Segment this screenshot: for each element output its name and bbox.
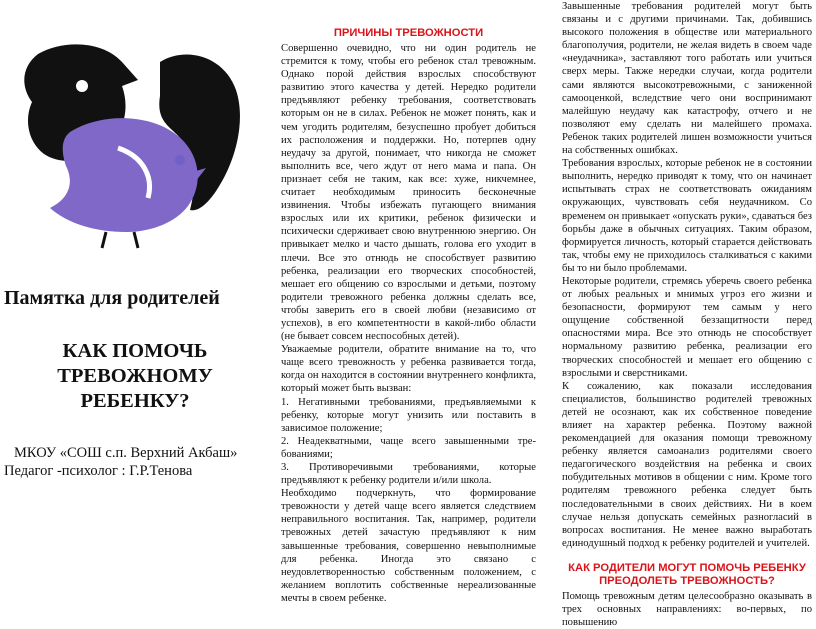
leaflet-heading-line-1: КАК ПОМОЧЬ	[62, 340, 208, 362]
birds-illustration	[10, 36, 255, 251]
causes-panel	[281, 0, 536, 604]
school-name: МКОУ «СОШ с.п. Верхний Акбаш»	[14, 445, 238, 461]
purple-bird-eye-icon	[175, 155, 185, 165]
author-line: Педагог -психолог : Г.Р.Тенова	[4, 463, 193, 479]
leaflet-heading-line-2: ТРЕВОЖНОМУ	[57, 365, 213, 387]
leaflet-heading-line-3: РЕБЕНКУ?	[80, 390, 190, 412]
paragraph: Помощь тревожным детям целесообразно оказывать в трех основных направлениях: во-первых, по повышению	[562, 590, 812, 629]
leaflet-title: Памятка для родителей	[4, 287, 220, 309]
list-item: 1. Негативными требованиями, предъявляемыми к ребенку, которые могут унизить или поставить в зависимое положение;	[281, 396, 536, 434]
paragraph: Необходимо подчеркнуть, что формирование тревожности у детей чаще всего является следствием неправильного воспитания. Так, например, родители тревожных детей зачастую предъявляют к ним завышенные требования, совершенно невыполнимые для ребенка. Иногда это связано с неудовлетворенностью собственным положением, с желанием воплотить собственные нереализованные мечты в своем ребенке.	[281, 488, 536, 604]
paragraph: Завышенные требования родителей могут быть связаны и с другими причинами. Так, добившись высокого положения в обществе или материального благополучия, родители, не желая видеть в своем чаде «неудачника», заставляют того работать или учиться сверх меры. Также нередки случаи, когда родители сами являются высокотревожными, с заниженной самооценкой, вследствие чего они воспринимают малейшую неудачу как катастрофу, отчего и не позволяют ему сделать ни малейшего промаха. Ребенок таких родителей лишен возможности учиться на собственных ошибках.	[562, 1, 812, 157]
black-bird-eye-icon	[76, 80, 88, 92]
paragraph: Некоторые родители, стремясь уберечь своего ребенка от любых реальных и мнимых угроз его жизни и безопасности, формируют тем самым у него ощущение собственной беззащитности перед опасностями мира. Все это отнюдь не способствует нормальному развитию ребенка, реализации его творческих способностей и мешает его общению с взрослыми и сверстниками.	[562, 275, 812, 379]
bird-legs	[102, 232, 138, 248]
leaflet-heading	[0, 339, 270, 414]
purple-bird-shape	[50, 118, 198, 232]
paragraph: Требования взрослых, которые ребенок не в состоянии выполнить, нередко приводят к тому, что он начинает испытывать страх не соответствовать ожиданиям окружающих, чувствовать себя неудачником. Со временем он привыкает «опускать руки», сдаваться без борьбы даже в обычных ситуациях. Таким образом, формируется личность, который старается действовать так, чтобы ему не приходилось сталкиваться с какими бы то ни было проблемами.	[562, 158, 812, 274]
section-title-help: КАК РОДИТЕЛИ МОГУТ ПОМОЧЬ РЕБЕНКУ ПРЕОДОЛЕТЬ ТРЕВОЖНОСТЬ?	[568, 561, 806, 587]
advice-panel	[562, 0, 812, 629]
section-title-causes: ПРИЧИНЫ ТРЕВОЖНОСТИ	[333, 27, 484, 39]
list-item: 2. Неадекватными, чаще всего завышенными тре-бованиями;	[281, 435, 536, 460]
cover-panel	[0, 0, 270, 553]
paragraph: К сожалению, как показали исследования специалистов, большинство родителей тревожных детей не осознают, как их собственное поведение влияет на характер ребенка. Поэтому важной рекомендацией для оказания помощи тревожному ребенку является самоанализ родителями своего педагогического воздействия на ребенка и своих побудительных мотивов в общении с ним. Кроме того родителям тревожного ребенка следует быть последовательными в своих действиях. Ни в коем случае нельзя допускать семейных разногласий в вопросах воспитания. Не менее важно выработать единодушный подход к ребенку родителей и учителей.	[562, 380, 812, 549]
paragraph: Совершенно очевидно, что ни один родитель не стремится к тому, чтобы его ребенок стал тревожным. Однако порой действия взрослых способствуют развитию этого качества у детей. Нередко родители предъявляют ребенку требования, соответствовать которым он не в силах. Ребенок не может понять, как и чем угодить родителям, безуспешно пробует добиться их расположения и поддержки. Но, потерпев одну неудачу за другой, понимает, что никогда не сможет выполнить все, чего ждут от него мама и папа. Он признает себя не таким, как все: хуже, никчемнее, считает необходимым приносить бесконечные извинения. Чтобы избежать пугающего внимания взрослых или их критики, ребенок физически и психически сдерживает свою внутреннюю энергию. Он привыкает мелко и часто дышать, голова его уходит в плечи. Все это отнюдь не способствует развитию ребенка, реализации его творческих способностей, мешает его общению со взрослыми и детьми, поэтому родители тревожного ребенка должны сделать все, чтобы заверить его в своей любви (независимо от успехов), в его компетентности в какой-либо области (не бывает совсем неспособных детей).	[281, 43, 536, 343]
list-item: 3. Противоречивыми требованиями, которые предъявляют к ребенку родители и/или школа.	[281, 462, 536, 487]
paragraph: Уважаемые родители, обратите внимание на то, что чаще всего тревожность у ребенка развивается тогда, когда он находится в состоянии внутреннего конфликта, который может быть вызван:	[281, 344, 536, 395]
